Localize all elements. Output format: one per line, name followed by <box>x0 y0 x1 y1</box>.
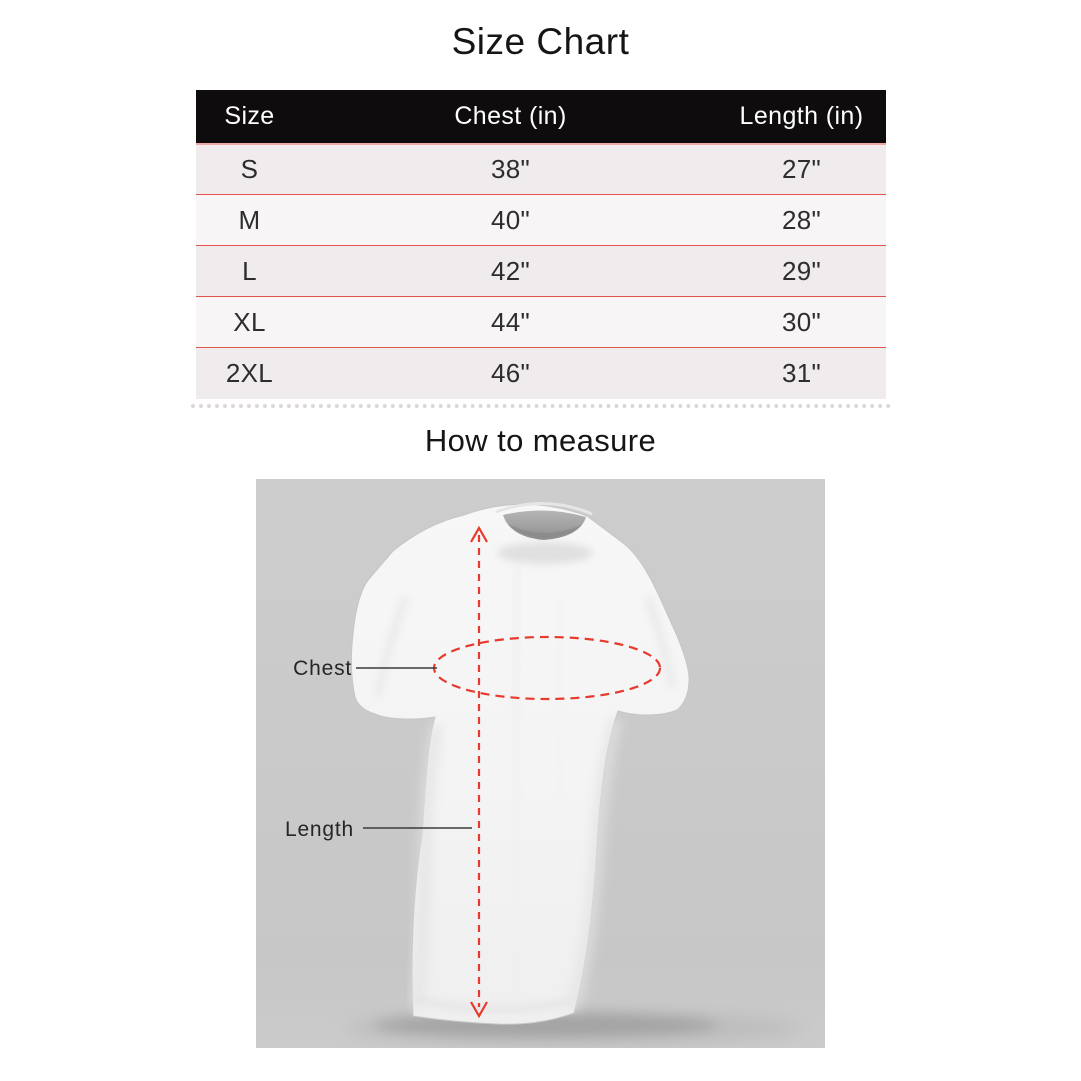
length-label: Length <box>284 817 354 841</box>
chest-cell: 44" <box>490 306 531 337</box>
length-cell: 30" <box>781 306 822 337</box>
length-cell: 28" <box>781 204 822 235</box>
table-row <box>196 246 886 297</box>
length-cell: 29" <box>781 255 822 286</box>
floor-shadow <box>346 1012 802 1044</box>
size-cell: XL <box>233 306 266 337</box>
chest-label: Chest <box>293 656 352 680</box>
table-row <box>196 297 886 348</box>
table-row <box>196 144 886 195</box>
how-to-measure-title: How to measure <box>424 422 657 458</box>
size-table-header <box>196 90 886 144</box>
size-table-body <box>196 144 886 399</box>
header-row <box>196 90 886 144</box>
size-cell: 2XL <box>225 357 274 388</box>
chest-cell: 42" <box>490 255 531 286</box>
header-length: Length (in) <box>718 90 886 144</box>
size-table <box>196 90 886 399</box>
chest-cell: 38" <box>490 153 531 184</box>
size-cell: L <box>242 255 257 286</box>
how-to-measure-figure <box>256 479 825 1048</box>
length-cell: 27" <box>781 153 822 184</box>
size-cell: S <box>240 153 259 184</box>
header-chest: Chest (in) <box>304 90 718 144</box>
header-size: Size <box>196 90 304 144</box>
page-title: Size Chart <box>451 21 630 62</box>
tshirt-figure <box>256 479 825 1048</box>
collar-shadow <box>497 542 593 564</box>
table-row <box>196 195 886 246</box>
table-row <box>196 348 886 399</box>
table-bottom-dotted-divider <box>191 404 891 408</box>
chest-cell: 40" <box>490 204 531 235</box>
length-cell: 31" <box>781 357 822 388</box>
chest-cell: 46" <box>490 357 531 388</box>
size-cell: M <box>238 204 261 235</box>
